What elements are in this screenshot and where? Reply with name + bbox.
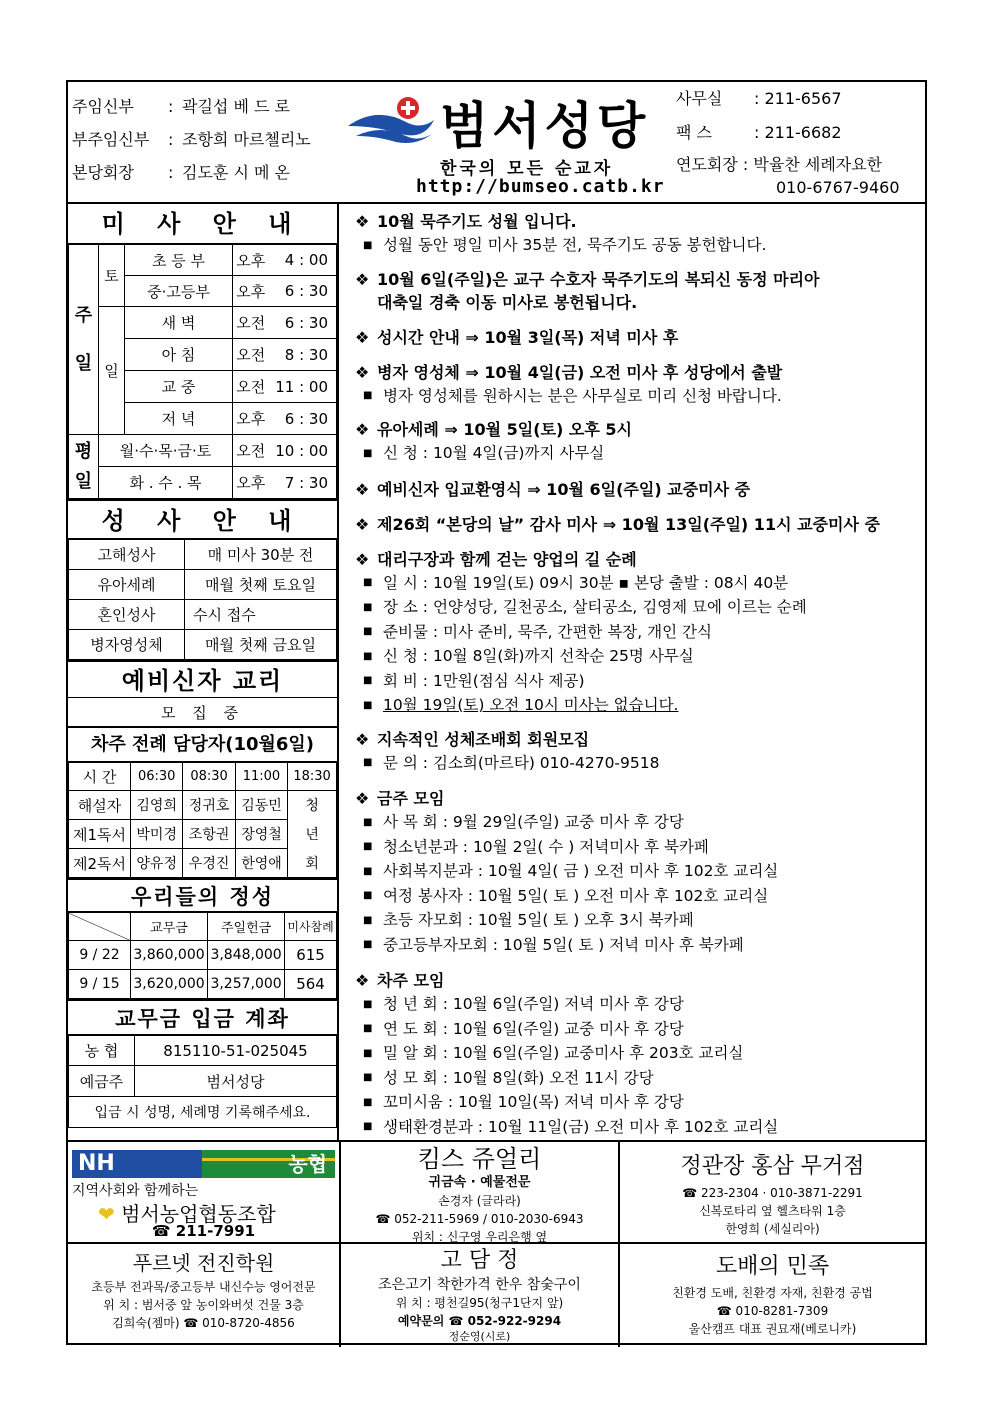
square-bullet-icon: ■ — [363, 841, 373, 852]
website-link[interactable]: http://bumseo.catb.kr — [416, 176, 665, 197]
notice-title: ❖ 성시간 안내 ⇒ 10월 3일(목) 저녁 미사 후 — [355, 327, 679, 347]
notice-detail: ■ 생태환경분과 : 10월 11일(금) 오전 미사 후 102호 교리실 — [355, 1115, 925, 1140]
notice-detail: ■ 꼬미시움 : 10월 10일(목) 저녁 미사 후 강당 — [355, 1090, 925, 1115]
sacrament-title: 성 사 안 내 — [68, 499, 337, 539]
sunday-label: 주일 — [69, 245, 99, 435]
notice-detail: ■ 밀 알 회 : 10월 6일(주일) 교중미사 후 203호 교리실 — [355, 1041, 925, 1066]
clergy-list — [72, 90, 342, 189]
square-bullet-icon: ■ — [363, 239, 373, 251]
header: 주임신부 : 곽길섭 베 드 로 부주임신부 : 조항희 마르첼리노 본당회장 : 김도훈 시 메 온 범서성당 한국의 모든 순교자 http://bumseo.catb.kr 사무실 : 211-6567 팩 스 : 211-6682 연도회장 : 박율찬 세례자요한 010-6767-9460 — [68, 82, 925, 204]
offering-table: 교무금 주일헌금 미사참례 9 / 22 3,860,000 3,848,000 615 9 / 15 3,620,000 3,257,000 564 — [68, 912, 337, 999]
square-bullet-icon: ■ — [363, 577, 373, 588]
square-bullet-icon: ■ — [363, 890, 373, 901]
notice-detail: ■ 신 청 : 10월 4일(금)까지 사무실 — [355, 441, 925, 466]
account-title: 교무금 입금 계좌 — [68, 999, 337, 1035]
square-bullet-icon: ■ — [363, 939, 373, 950]
notice-list — [339, 204, 925, 1140]
offering-title: 우리들의 정성 — [68, 878, 337, 912]
slogan: 한국의 모든 순교자 — [440, 159, 614, 179]
notice-detail: ■ 중고등부자모회 : 10월 5일( 토 ) 저녁 미사 후 북카페 — [355, 933, 925, 958]
square-bullet-icon: ■ — [363, 699, 373, 711]
diamond-bullet-icon: ❖ — [355, 479, 370, 499]
notice-title: ❖ 차주 모임 — [355, 971, 445, 990]
square-bullet-icon: ■ — [363, 1072, 373, 1083]
square-bullet-icon: ■ — [363, 650, 373, 662]
notice-detail: ■ 사 목 회 : 9월 29일(주일) 교중 미사 후 강당 — [355, 810, 925, 835]
liturgy-table: 시 간 06:30 08:30 11:00 18:30 해설자 김영희 정귀호 김동민 청 제1독서 박미경 조항권 장영철 년 제2독서 양유정 우경진 한영애 회 — [68, 762, 337, 878]
catechism-title: 예비신자 교리 — [68, 660, 337, 698]
notice-detail: ■ 일 시 : 10월 19일(토) 09시 30분 ▪ 본당 출발 : 08시 40분 — [355, 571, 925, 596]
church-name: 범서성당 — [440, 97, 650, 155]
notice-detail: ■ 준비물 : 미사 준비, 묵주, 간편한 복장, 개인 간식 — [355, 620, 925, 645]
notice-title: ❖ 병자 영성체 ⇒ 10월 4일(금) 오전 미사 후 성당에서 출발 — [355, 362, 783, 382]
square-bullet-icon: ■ — [363, 601, 373, 613]
ad-purunet: 푸르넷 전진학원 초등부 전과목/중고등부 내신수능 영어전문 위 치 : 범서중 앞 농이와버섯 건물 3층 김희숙(젬마) ☎ 010-8720-4856 — [91, 1251, 316, 1330]
notice-detail: ■ 성월 동안 평일 미사 35분 전, 묵주기도 공동 봉헌합니다. — [355, 233, 925, 258]
square-bullet-icon: ■ — [363, 1023, 373, 1034]
sacrament-table: 고해성사 매 미사 30분 전 유아세례 매월 첫째 토요일 혼인성사 수시 접수 병자영성체 매월 첫째 금요일 — [68, 539, 337, 660]
church-logo-icon — [346, 96, 436, 144]
notice-title: ❖ 제26회 “본당의 날” 감사 미사 ⇒ 10월 13일(주일) 11시 교중미사 중 — [355, 514, 880, 534]
weekday-label: 평일 — [69, 435, 99, 499]
ads-section — [68, 1140, 925, 1345]
notice-detail: ■ 10월 19일(토) 오전 10시 미사는 없습니다. — [355, 693, 925, 718]
notice-detail: ■ 문 의 : 김소희(마르타) 010-4270-9518 — [355, 751, 925, 776]
diamond-bullet-icon: ❖ — [355, 269, 370, 289]
liturgy-title: 차주 전례 담당자(10월6일) — [68, 728, 337, 762]
square-bullet-icon: ■ — [363, 1121, 373, 1132]
account-table: 농 협 815110-51-025045 예금주 범서성당 입금 시 성명, 세례명 기록해주세요. — [68, 1035, 337, 1128]
notice-detail: ■ 회 비 : 1만원(점심 식사 제공) — [355, 669, 925, 694]
notice-title: ❖ 10월 6일(주일)은 교구 수호자 묵주기도의 복되신 동정 마리아 — [355, 269, 820, 289]
ad-dobae: 도배의 민족 친환경 도배, 친환경 자재, 친환경 공법 ☎ 010-8281-7309 울산캠프 대표 권묘재(베로니카) — [672, 1254, 873, 1336]
square-bullet-icon: ■ — [363, 1096, 373, 1108]
notice-title: ❖ 예비신자 입교환영식 ⇒ 10월 6일(주일) 교중미사 중 — [355, 479, 751, 499]
square-bullet-icon: ■ — [363, 865, 373, 877]
diamond-bullet-icon: ❖ — [355, 327, 370, 347]
notice-title: ❖ 유아세례 ⇒ 10월 5일(토) 오후 5시 — [355, 420, 632, 439]
ad-jung: 정관장 홍삼 무거점 ☎ 223-2304 · 010-3871-2291 신복로타리 옆 헬츠타워 1층 한영희 (세실리아) — [680, 1154, 865, 1236]
square-bullet-icon: ■ — [363, 914, 373, 926]
bulletin-page — [66, 80, 927, 1345]
notice-title-cont: 대축일 경축 이동 미사로 봉헌됩니다. — [377, 292, 638, 312]
notice-detail: ■ 청소년분과 : 10월 2일( 수 ) 저녁미사 후 북카페 — [355, 835, 925, 860]
square-bullet-icon: ■ — [363, 390, 373, 401]
notice-detail: ■ 초등 자모회 : 10월 5일( 토 ) 오후 3시 북카페 — [355, 908, 925, 933]
clergy-row: 주임신부 : 곽길섭 베 드 로 — [72, 97, 290, 116]
notice-detail: ■ 사회복지분과 : 10월 4일( 금 ) 오전 미사 후 102호 교리실 — [355, 859, 925, 884]
ad-nh: NH 농협 지역사회와 함께하는 ❤ 범서농업협동조합 ☎ 211-7991 — [68, 1142, 339, 1242]
diamond-bullet-icon: ❖ — [355, 789, 370, 808]
account-number: 815110-51-025045 — [135, 1036, 337, 1066]
square-bullet-icon: ■ — [363, 447, 373, 459]
diamond-bullet-icon: ❖ — [355, 729, 370, 749]
notice-detail: ■ 여정 봉사자 : 10월 5일( 토 ) 오전 미사 후 102호 교리실 — [355, 884, 925, 909]
diamond-bullet-icon: ❖ — [355, 212, 370, 231]
catechism-status: 모 집 중 — [68, 698, 337, 728]
notice-detail: ■ 연 도 회 : 10월 6일(주일) 교중 미사 후 강당 — [355, 1017, 925, 1042]
notice-detail: ■ 병자 영성체를 원하시는 분은 사무실로 미리 신청 바랍니다. — [355, 384, 925, 409]
notice-detail: ■ 청 년 회 : 10월 6일(주일) 저녁 미사 후 강당 — [355, 992, 925, 1017]
notice-detail: ■ 신 청 : 10월 8일(화)까지 선착순 25명 사무실 — [355, 644, 925, 669]
mass-table: 주일 토 초 등 부 오후 4 : 00 중·고등부 오후 6 : 30 일 새 벽 오전 6 : 30 아 침 오전 8 : 30 교 중 오전 11 : 00 저 녁 오후 6 : 30 평일 월·수·목·금·토 오전 10 : 00 화 . 수 . 목 오후 7 : 30 — [68, 244, 337, 499]
diamond-bullet-icon: ❖ — [355, 549, 370, 569]
diamond-bullet-icon: ❖ — [355, 362, 370, 382]
notice-title: ❖ 지속적인 성체조배회 회원모집 — [355, 729, 590, 749]
diamond-bullet-icon: ❖ — [355, 971, 370, 990]
notice-title: ❖ 10월 묵주기도 성월 입니다. — [355, 212, 577, 231]
nh-emblem-icon: ❤ — [98, 1202, 115, 1226]
square-bullet-icon: ■ — [363, 816, 373, 828]
square-bullet-icon: ■ — [363, 998, 373, 1010]
masthead — [344, 86, 664, 198]
square-bullet-icon: ■ — [363, 1047, 373, 1059]
clergy-row: 부주임신부 : 조항희 마르첼리노 — [72, 130, 311, 149]
ad-kims: 킴스 쥬얼리 귀금속 · 예물전문 손경자 (글라라) ☎ 052-211-5969 / 010-2030-6943 위치 : 신구영 우리은행 옆 — [375, 1145, 584, 1242]
notice-detail: ■ 장 소 : 언양성당, 길천공소, 살티공소, 김영제 묘에 이르는 순례 — [355, 595, 925, 620]
mass-title: 미 사 안 내 — [68, 204, 337, 244]
left-column — [68, 204, 339, 1140]
notice-title: ❖ 금주 모임 — [355, 789, 445, 808]
square-bullet-icon: ■ — [363, 757, 373, 768]
diamond-bullet-icon: ❖ — [355, 514, 370, 534]
notice-detail: ■ 성 모 회 : 10월 8일(화) 오전 11시 강당 — [355, 1066, 925, 1091]
square-bullet-icon: ■ — [363, 626, 373, 637]
nh-logo: NH 농협 — [72, 1150, 335, 1178]
clergy-row: 본당회장 : 김도훈 시 메 온 — [72, 163, 290, 182]
notice-title: ❖ 대리구장과 함께 걷는 양업의 길 순례 — [355, 549, 637, 569]
diamond-bullet-icon: ❖ — [355, 420, 370, 439]
square-bullet-icon: ■ — [363, 675, 373, 686]
ad-godam: 고 담 정 조은고기 착한가격 한우 참숯구이 위 치 : 평천길95(청구1단지 앞) 예약문의 ☎ 052-922-9294 정순영(시로) — [378, 1248, 581, 1343]
